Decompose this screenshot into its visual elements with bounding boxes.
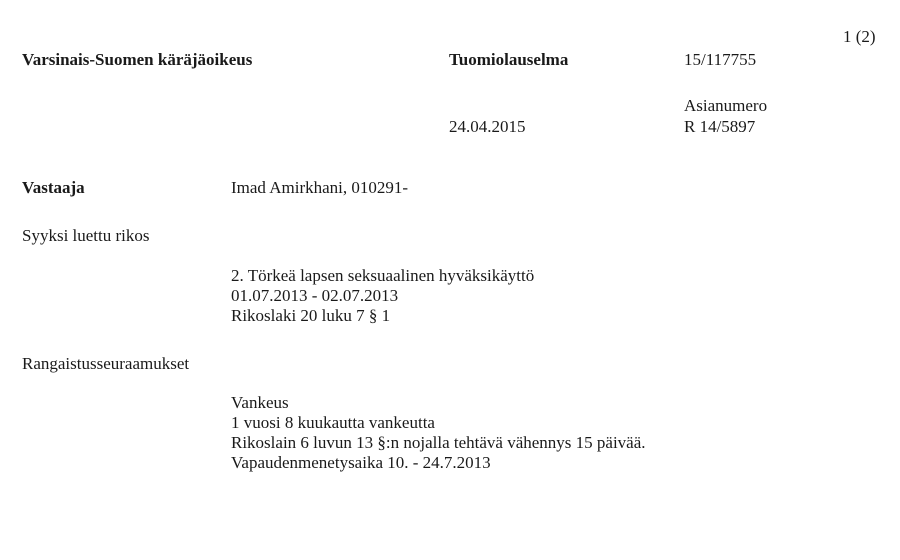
charge-title: 2. Törkeä lapsen seksuaalinen hyväksikäyttö bbox=[231, 266, 535, 285]
judgment-date: 24.04.2015 bbox=[449, 117, 526, 136]
sanction-length: 1 vuosi 8 kuukautta vankeutta bbox=[231, 413, 435, 432]
defendant-label: Vastaaja bbox=[22, 178, 85, 197]
charges-details bbox=[231, 266, 534, 326]
document-type: Tuomiolauselma bbox=[449, 50, 569, 69]
charge-dates: 01.07.2013 - 02.07.2013 bbox=[231, 286, 399, 305]
case-number-label: Asianumero bbox=[684, 96, 768, 115]
defendant-value: Imad Amirkhani, 010291- bbox=[231, 178, 409, 197]
charge-statute: Rikoslaki 20 luku 7 § 1 bbox=[231, 306, 391, 325]
sanction-custody-period: Vapaudenmenetysaika 10. - 24.7.2013 bbox=[231, 453, 491, 472]
sanctions-label: Rangaistusseuraamukset bbox=[22, 354, 190, 373]
sanction-type: Vankeus bbox=[231, 393, 289, 412]
sanction-deduction: Rikoslain 6 luvun 13 §:n nojalla tehtävä vähennys 15 päivää. bbox=[231, 433, 646, 452]
charges-label: Syyksi luettu rikos bbox=[22, 226, 150, 245]
case-number: R 14/5897 bbox=[684, 117, 756, 136]
sanctions-details bbox=[231, 393, 646, 473]
judgment-number: 15/117755 bbox=[684, 50, 757, 69]
court-name: Varsinais-Suomen käräjäoikeus bbox=[22, 50, 253, 69]
page-number: 1 (2) bbox=[843, 27, 876, 46]
